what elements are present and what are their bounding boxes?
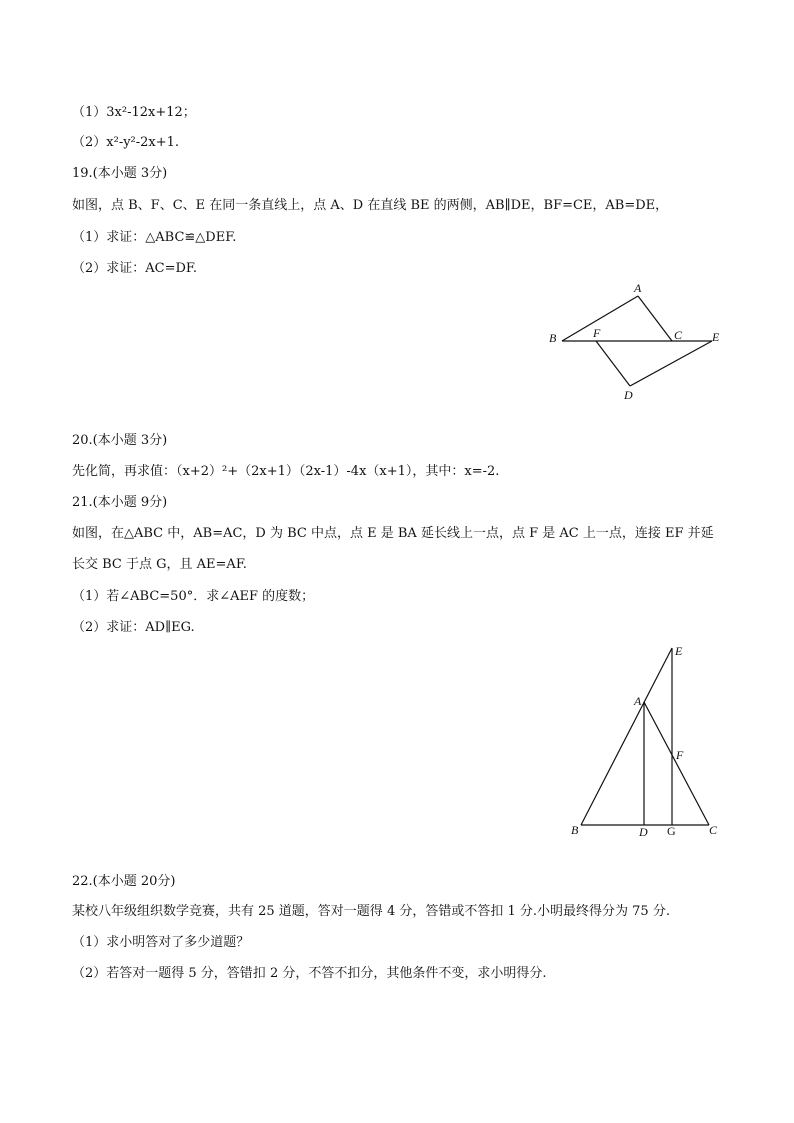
problem-18-part-2: （2）x²-y²-2x+1. [72, 135, 180, 150]
label-F: F [593, 326, 601, 340]
problem-20-statement: 先化简，再求值：（x+2）²+（2x+1）（2x-1）-4x（x+1），其中：x=-2. [72, 464, 500, 479]
problem-22-header: 22.(本小题 20分) [72, 874, 176, 889]
problem-20-header: 20.(本小题 3分) [72, 433, 168, 448]
problem-19-header: 19.(本小题 3分) [72, 166, 168, 181]
problem-21-statement-line-2: 长交 BC 于点 G，且 AE=AF. [72, 557, 247, 572]
problem-22-part-1: （1）求小明答对了多少道题？ [72, 935, 250, 950]
label-D: D [624, 388, 633, 402]
label-C: C [709, 823, 718, 837]
segment-DE [630, 341, 712, 386]
label-B: B [549, 331, 557, 345]
label-B: B [571, 823, 579, 837]
problem-22-part-2: （2）若答对一题得 5 分，答错扣 2 分，不答不扣分，其他条件不变，求小明得分. [72, 966, 547, 981]
figure-problem-21 [560, 638, 740, 852]
label-F: F [676, 748, 684, 762]
problem-21-header: 21.(本小题 9分) [72, 495, 168, 510]
segment-FD [596, 341, 630, 386]
problem-18-part-1: （1）3x²-12x+12； [72, 105, 196, 120]
problem-19-statement: 如图，点 B、F、C、E 在同一条直线上，点 A、D 在直线 BE 的两侧，AB∥DE，BF=CE，AB=DE， [72, 198, 669, 213]
label-C: C [674, 328, 683, 342]
label-E: E [712, 330, 720, 344]
problem-21-statement-line-1: 如图，在△ABC 中，AB=AC，D 为 BC 中点，点 E 是 BA 延长线上一点，点 F 是 AC 上一点，连接 EF 并延 [72, 526, 714, 541]
problem-21-part-1: （1）若∠ABC=50°．求∠AEF 的度数； [72, 589, 315, 604]
problem-22-statement: 某校八年级组织数学竞赛，共有 25 道题，答对一题得 4 分，答错或不答扣 1 分.小明最终得分为 75 分. [72, 904, 670, 919]
problem-19-part-1: （1）求证：△ABC≌△DEF. [72, 230, 237, 245]
segment-AC [644, 702, 709, 825]
label-G: G [667, 824, 676, 838]
label-A: A [634, 694, 642, 708]
figure-problem-19 [540, 278, 730, 412]
segment-AC [638, 296, 672, 341]
problem-21-part-2: （2）求证：AD∥EG. [72, 620, 195, 635]
problem-19-part-2: （2）求证：AC=DF. [72, 261, 198, 276]
label-E: E [675, 644, 683, 658]
segment-BE [581, 648, 672, 825]
label-D: D [639, 825, 648, 839]
label-A: A [634, 281, 642, 295]
